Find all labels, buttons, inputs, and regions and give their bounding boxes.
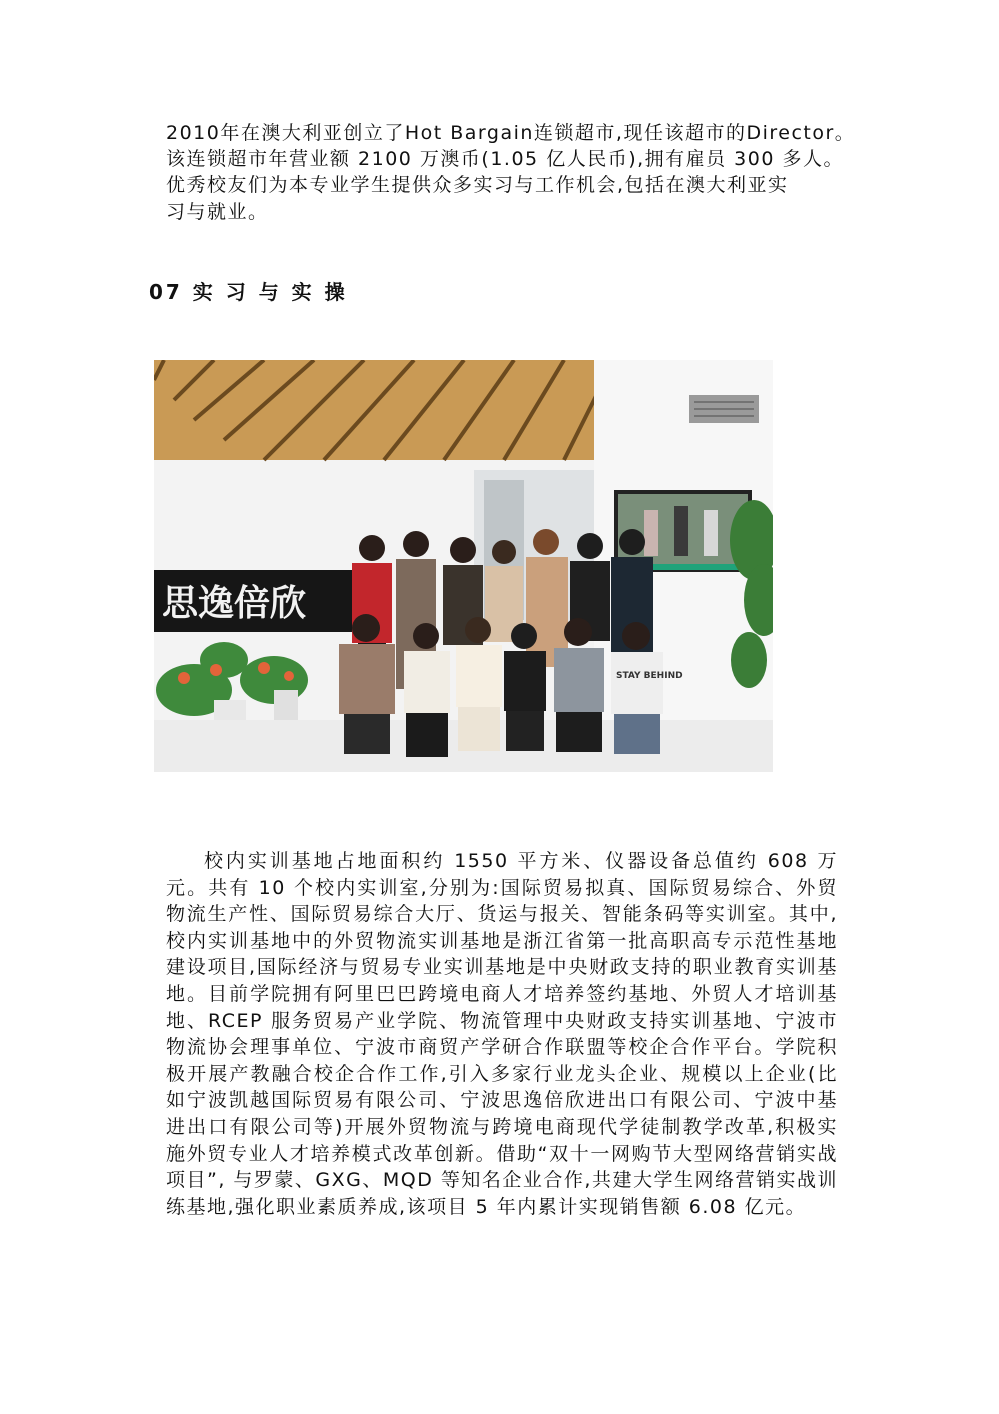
paragraph-line: 习与就业。: [166, 200, 269, 223]
paragraph-line: 2010年在澳大利亚创立了Hot Bargain连锁超市,现任该超市的Director。: [166, 122, 856, 144]
group-photo-illustration: [154, 360, 773, 772]
wall-sign-text: 思逸倍欣: [162, 583, 307, 624]
paragraph-line: 该连锁超市年营业额 2100 万澳币(1.05 亿人民币),拥有雇员 300 多人。: [166, 148, 844, 171]
alumni-paragraph: [166, 120, 856, 225]
group-photo: [154, 360, 773, 772]
training-base-paragraph: 校内实训基地占地面积约 1550 平方米、仪器设备总值约 608 万元。共有 10 个校内实训室,分别为:国际贸易拟真、国际贸易综合、外贸物流生产性、国际贸易综合大厅、货运与报关、智能条码等实训室。其中,校内实训基地中的外贸物流实训基地是浙江省第一批高职高专示范性基地建设项目,国际经济与贸易专业实训基地是中央财政支持的职业教育实训基地。目前学院拥有阿里巴巴跨境电商人才培养签约基地、外贸人才培训基地、RCEP 服务贸易产业学院、物流管理中央财政支持实训基地、宁波市物流协会理事单位、宁波市商贸产学研合作联盟等校企合作平台。学院积极开展产教融合校企合作工作,引入多家行业龙头企业、规模以上企业(比如宁波凯越国际贸易有限公司、宁波思逸倍欣进出口有限公司、宁波中基进出口有限公司等)开展外贸物流与跨境电商现代学徒制教学改革,积极实施外贸专业人才培养模式改革创新。借助“双十一网购节大型网络营销实战项目”, 与罗蒙、GXG、MQD 等知名企业合作,共建大学生网络营销实战训练基地,强化职业素质养成,该项目 5 年内累计实现销售额 6.08 亿元。: [166, 850, 838, 1218]
shirt-text: STAY BEHIND: [616, 671, 683, 681]
section-heading: 07 实 习 与 实 操: [149, 280, 348, 304]
paragraph-line: 优秀校友们为本专业学生提供众多实习与工作机会,包括在澳大利亚实: [166, 174, 789, 197]
